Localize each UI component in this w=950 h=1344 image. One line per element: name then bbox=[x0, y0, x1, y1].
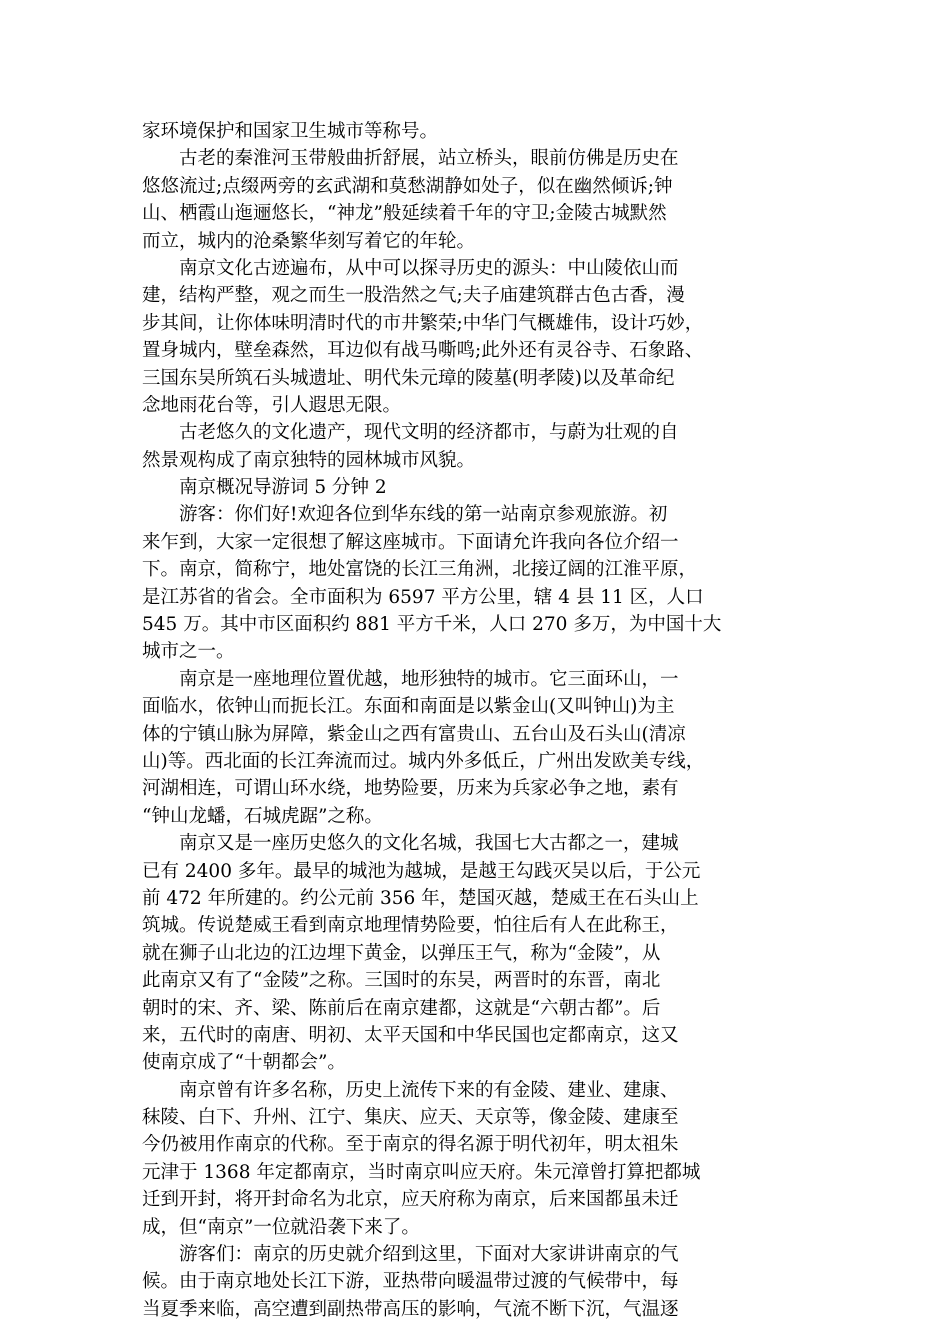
text-line: 然景观构成了南京独特的园林城市风貌。 bbox=[142, 449, 476, 471]
paragraph bbox=[142, 1241, 808, 1323]
text-line: 城市之一。 bbox=[142, 641, 235, 663]
text-line: 游客：你们好!欢迎各位到华东线的第一站南京参观旅游。初 bbox=[179, 504, 668, 526]
document-body bbox=[142, 118, 808, 1323]
text-line: 成，但“南京”一位就沿袭下来了。 bbox=[142, 1216, 420, 1238]
text-line: 念地雨花台等，引人遐思无限。 bbox=[142, 394, 402, 416]
paragraph bbox=[142, 501, 808, 665]
paragraph bbox=[142, 830, 808, 1077]
text-line: 来乍到，大家一定很想了解这座城市。下面请允许我向各位介绍一 bbox=[142, 531, 679, 553]
text-line: 候。由于南京地处长江下游，亚热带向暖温带过渡的气候带中，每 bbox=[142, 1271, 679, 1293]
text-line: 使南京成了“十朝都会”。 bbox=[142, 1052, 346, 1074]
paragraph bbox=[142, 419, 808, 474]
text-line: 山)等。西北面的长江奔流而过。城内外多低丘，广州出发欧美专线， bbox=[142, 750, 705, 772]
text-line: 三国东吴所筑石头城遗址、明代朱元璋的陵墓(明孝陵)以及革命纪 bbox=[142, 367, 675, 389]
text-line: 南京概况导游词 5 分钟 2 bbox=[179, 477, 387, 499]
text-line: 今仍被用作南京的代称。至于南京的得名源于明代初年，明太祖朱 bbox=[142, 1134, 679, 1156]
text-line: 已有 2400 多年。最早的城池为越城，是越王勾践灭吴以后，于公元 bbox=[142, 860, 701, 882]
text-line: 家环境保护和国家卫生城市等称号。 bbox=[142, 121, 439, 142]
paragraph bbox=[142, 255, 808, 419]
text-line: 是江苏省的省会。全市面积为 6597 平方公里，辖 4 县 11 区，人口 bbox=[142, 586, 704, 608]
text-line: 游客们：南京的历史就介绍到这里，下面对大家讲讲南京的气 bbox=[179, 1244, 679, 1266]
text-line: 元津于 1368 年定都南京，当时南京叫应天府。朱元漳曾打算把都城 bbox=[142, 1161, 701, 1183]
text-line: 南京曾有许多名称，历史上流传下来的有金陵、建业、建康、 bbox=[179, 1079, 679, 1101]
text-line: 下。南京，简称宁，地处富饶的长江三角洲，北接辽阔的江淮平原， bbox=[142, 559, 698, 581]
text-line: 秣陵、白下、升州、江宁、集庆、应天、天京等，像金陵、建康至 bbox=[142, 1107, 679, 1129]
text-line: 悠悠流过;点缀两旁的玄武湖和莫愁湖静如处子，似在幽然倾诉;钟 bbox=[142, 175, 673, 197]
text-line: 来，五代时的南唐、明初、太平天国和中华民国也定都南京，这又 bbox=[142, 1024, 679, 1046]
paragraph bbox=[142, 666, 808, 830]
text-line: 古老的秦淮河玉带般曲折舒展，站立桥头，眼前仿佛是历史在 bbox=[179, 148, 679, 170]
paragraph bbox=[142, 1077, 808, 1241]
text-line: 而立，城内的沧桑繁华刻写着它的年轮。 bbox=[142, 230, 476, 252]
text-line: 步其间，让你体味明清时代的市井繁荣;中华门气概雄伟，设计巧妙， bbox=[142, 312, 704, 334]
text-line: 南京又是一座历史悠久的文化名城，我国七大古都之一，建城 bbox=[179, 833, 679, 855]
text-line: “钟山龙蟠，石城虎踞”之称。 bbox=[142, 805, 383, 827]
text-line: 古老悠久的文化遗产，现代文明的经济都市，与蔚为壮观的自 bbox=[179, 422, 679, 444]
text-line: 筑城。传说楚威王看到南京地理情势险要，怕往后有人在此称王， bbox=[142, 915, 679, 937]
text-line: 河湖相连，可谓山环水绕，地势险要，历来为兵家必争之地，素有 bbox=[142, 778, 679, 800]
text-line: 前 472 年所建的。约公元前 356 年，楚国灭越，楚威王在石头山上 bbox=[142, 887, 699, 909]
text-line: 南京文化古迹遍布，从中可以探寻历史的源头：中山陵依山而 bbox=[179, 257, 679, 279]
text-line: 山、栖霞山迤逦悠长，“神龙”般延续着千年的守卫;金陵古城默然 bbox=[142, 203, 667, 225]
text-line: 545 万。其中市区面积约 881 平方千米，人口 270 多万，为中国十大 bbox=[142, 614, 722, 636]
text-line: 体的宁镇山脉为屏障，紫金山之西有富贵山、五台山及石头山(清凉 bbox=[142, 723, 686, 745]
text-line: 面临水，依钟山而扼长江。东面和南面是以紫金山(又叫钟山)为主 bbox=[142, 696, 675, 718]
text-line: 朝时的宋、齐、梁、陈前后在南京建都，这就是“六朝古都”。后 bbox=[142, 997, 661, 1019]
text-line: 南京是一座地理位置优越，地形独特的城市。它三面环山，一 bbox=[179, 668, 679, 690]
paragraph bbox=[142, 118, 808, 145]
paragraph bbox=[142, 474, 808, 501]
paragraph bbox=[142, 145, 808, 255]
text-line: 此南京又有了“金陵”之称。三国时的东吴，两晋时的东晋，南北 bbox=[142, 970, 661, 992]
text-line: 当夏季来临，高空遭到副热带高压的影响，气流不断下沉，气温逐 bbox=[142, 1298, 679, 1320]
text-line: 建，结构严整，观之而生一股浩然之气;夫子庙建筑群古色古香，漫 bbox=[142, 285, 685, 307]
text-line: 迁到开封，将开封命名为北京，应天府称为南京，后来国都虽未迁 bbox=[142, 1189, 679, 1211]
text-line: 就在狮子山北边的江边埋下黄金，以弹压王气，称为“金陵”，从 bbox=[142, 942, 661, 964]
text-line: 置身城内，壁垒森然，耳边似有战马嘶鸣;此外还有灵谷寺、石象路、 bbox=[142, 340, 704, 362]
